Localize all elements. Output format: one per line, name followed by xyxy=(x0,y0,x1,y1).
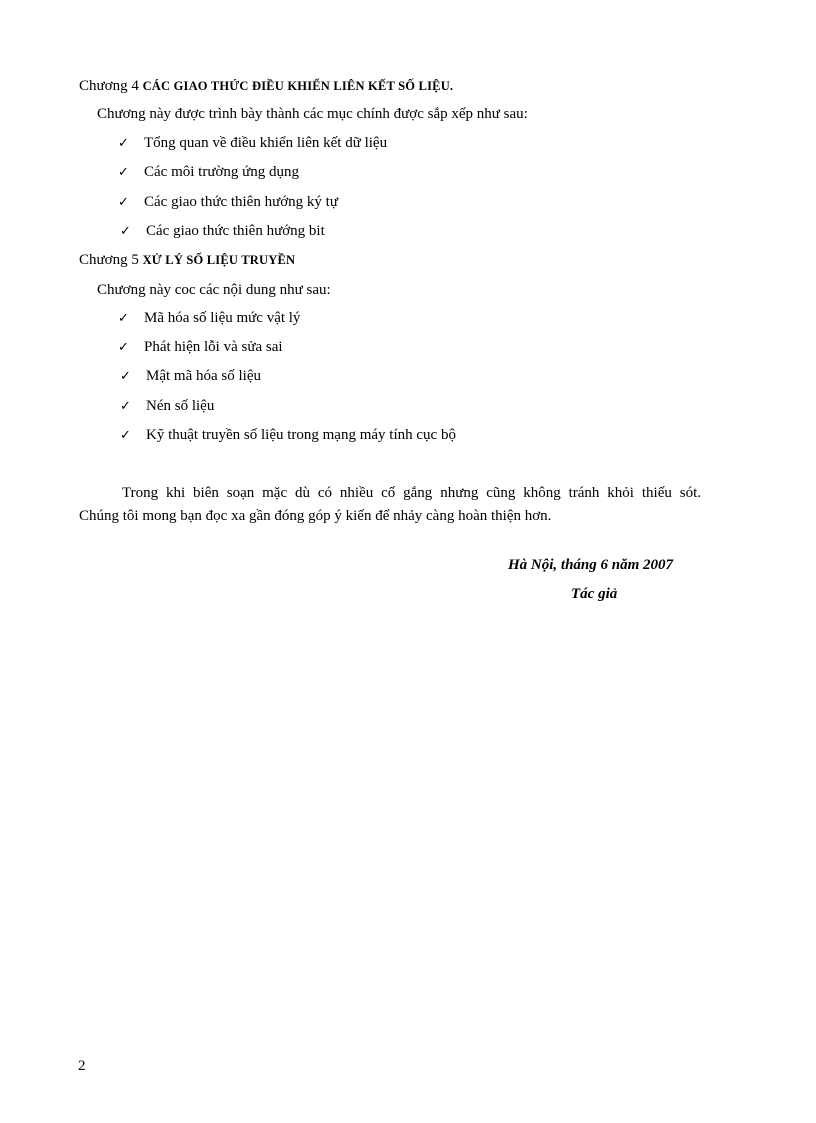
chapter5-item-text: Phát hiện lỗi và sửa sai xyxy=(144,339,283,355)
chapter5-item-text: Kỹ thuật truyền số liệu trong mạng máy tính cục bộ xyxy=(146,427,456,443)
chapter5-item xyxy=(120,366,261,387)
chapter4-item xyxy=(118,162,299,183)
check-icon: ✓ xyxy=(120,428,131,443)
chapter4-item xyxy=(120,221,325,242)
chapter4-item-text: Các giao thức thiên hướng ký tự xyxy=(144,194,338,210)
check-icon: ✓ xyxy=(118,340,129,355)
chapter5-item-text: Nén số liệu xyxy=(146,398,215,414)
check-icon: ✓ xyxy=(118,195,129,210)
chapter4-heading xyxy=(79,76,453,96)
page-number: 2 xyxy=(78,1058,86,1074)
chapter5-heading xyxy=(79,250,295,270)
check-icon: ✓ xyxy=(120,224,131,239)
chapter5-item-text: Mật mã hóa số liệu xyxy=(146,368,261,384)
chapter5-item xyxy=(120,425,456,446)
chapter5-number: Chương 5 xyxy=(79,252,139,268)
check-icon: ✓ xyxy=(120,369,131,384)
chapter4-title: CÁC GIAO THỨC ĐIỀU KHIỂN LIÊN KẾT SỐ LIỆU. xyxy=(142,79,454,93)
check-icon: ✓ xyxy=(118,165,129,180)
chapter4-item-text: Các môi trường ứng dụng xyxy=(144,164,300,180)
chapter4-item-text: Tổng quan về điều khiển liên kết dữ liệu xyxy=(144,135,388,151)
chapter5-item xyxy=(118,337,283,358)
chapter5-item xyxy=(118,308,300,329)
chapter4-item xyxy=(118,133,387,154)
chapter4-item xyxy=(118,192,338,213)
chapter4-intro: Chương này được trình bày thành các mục chính được sắp xếp như sau: xyxy=(97,106,528,122)
chapter5-title: XỬ LÝ SỐ LIỆU TRUYỀN xyxy=(142,253,296,267)
chapter4-item-text: Các giao thức thiên hướng bit xyxy=(146,223,325,239)
chapter5-intro: Chương này coc các nội dung như sau: xyxy=(97,282,331,298)
check-icon: ✓ xyxy=(118,311,129,326)
signature-author: Tác giả xyxy=(571,586,618,602)
check-icon: ✓ xyxy=(118,136,129,151)
chapter4-number: Chương 4 xyxy=(79,78,139,94)
closing-line-2: Chúng tôi mong bạn đọc xa gần đóng góp ý kiến để nhảy càng hoàn thiện hơn. xyxy=(79,508,552,524)
check-icon: ✓ xyxy=(120,399,131,414)
chapter5-item-text: Mã hóa số liệu mức vật lý xyxy=(144,310,301,326)
chapter5-item xyxy=(120,396,214,417)
closing-line-1: Trong khi biên soạn mặc dù có nhiều cố gắng nhưng cũng không tránh khỏi thiếu sót. xyxy=(122,485,701,501)
closing-paragraph xyxy=(79,482,701,528)
signature-place-date: Hà Nội, tháng 6 năm 2007 xyxy=(508,557,674,573)
